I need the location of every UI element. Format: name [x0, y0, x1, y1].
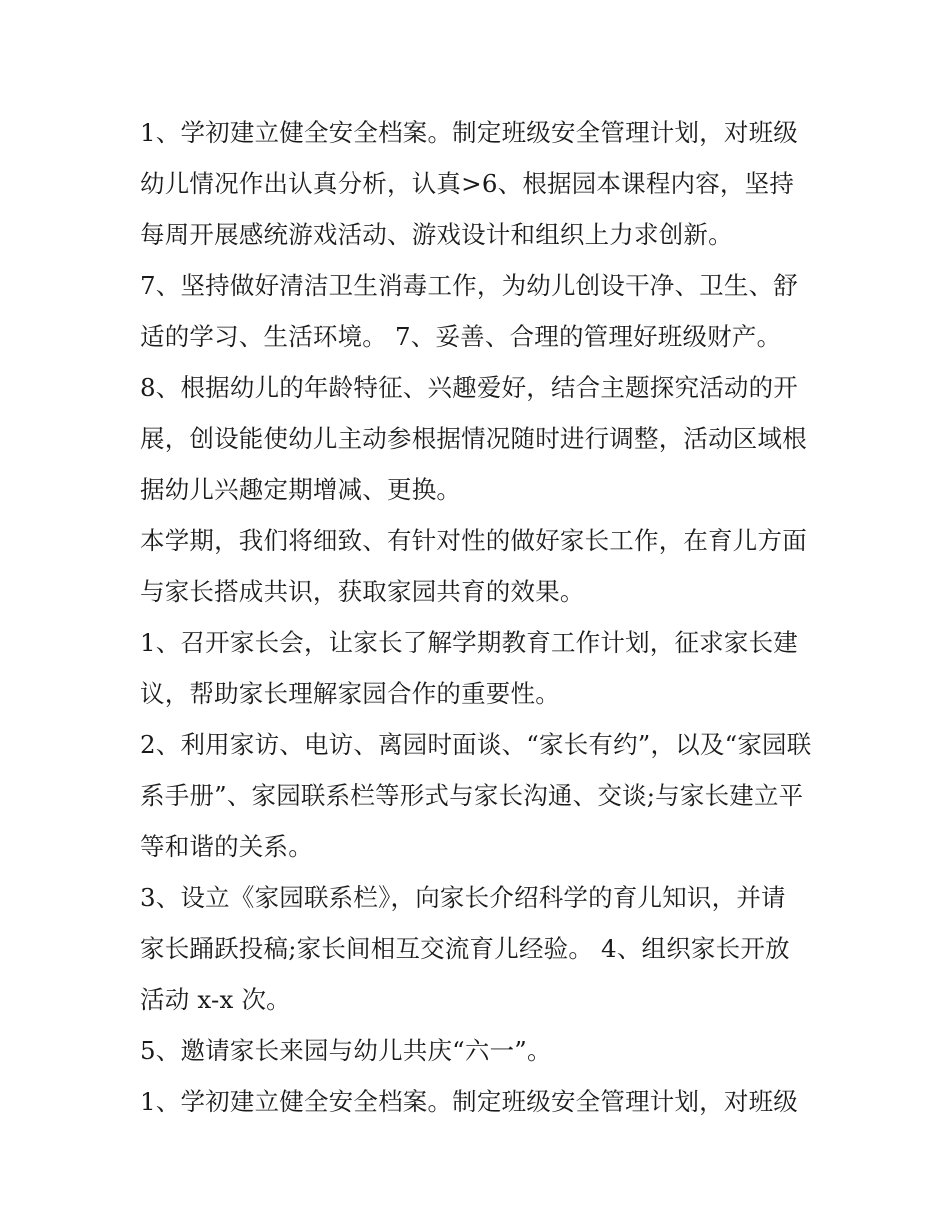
text-line: 家长踊跃投稿;家长间相互交流育儿经验。 4、组织家长开放: [140, 934, 790, 963]
text-line: 等和谐的关系。: [140, 832, 313, 861]
text-line: 每周开展感统游戏活动、游戏设计和组织上力求创新。: [140, 220, 733, 249]
text-line: 7、坚持做好清洁卫生消毒工作，为幼儿创设干净、卫生、舒: [140, 271, 798, 300]
text-line: 适的学习、生活环境。 7、妥善、合理的管理好班级财产。: [140, 322, 782, 351]
text-line: 1、学初建立健全安全档案。制定班级安全管理计划，对班级: [140, 118, 798, 147]
text-line: 5、邀请家长来园与幼儿共庆“六一”。: [140, 1036, 552, 1065]
text-line: 2、利用家访、电访、离园时面谈、“家长有约”，以及“家园联: [140, 730, 812, 759]
text-line: 活动 x-x 次。: [140, 985, 291, 1014]
text-line: 据幼儿兴趣定期增减、更换。: [140, 475, 462, 504]
text-line: 展，创设能使幼儿主动参根据情况随时进行调整，活动区域根: [140, 424, 807, 453]
text-line: 幼儿情况作出认真分析，认真>6、根据园本课程内容，坚持: [140, 169, 795, 198]
text-line: 1、学初建立健全安全档案。制定班级安全管理计划，对班级: [140, 1087, 798, 1116]
document-body: [140, 107, 820, 1127]
text-line: 系手册”、家园联系栏等形式与家长沟通、交谈;与家长建立平: [140, 781, 804, 810]
text-line: 3、设立《家园联系栏》，向家长介绍科学的育儿知识，并请: [140, 883, 786, 912]
text-line: 议，帮助家长理解家园合作的重要性。: [140, 679, 560, 708]
text-line: 1、召开家长会，让家长了解学期教育工作计划，征求家长建: [140, 628, 798, 657]
text-line: 与家长搭成共识，获取家园共育的效果。: [140, 577, 585, 606]
text-line: 本学期，我们将细致、有针对性的做好家长工作，在育儿方面: [140, 526, 807, 555]
text-line: 8、根据幼儿的年龄特征、兴趣爱好，结合主题探究活动的开: [140, 373, 798, 402]
